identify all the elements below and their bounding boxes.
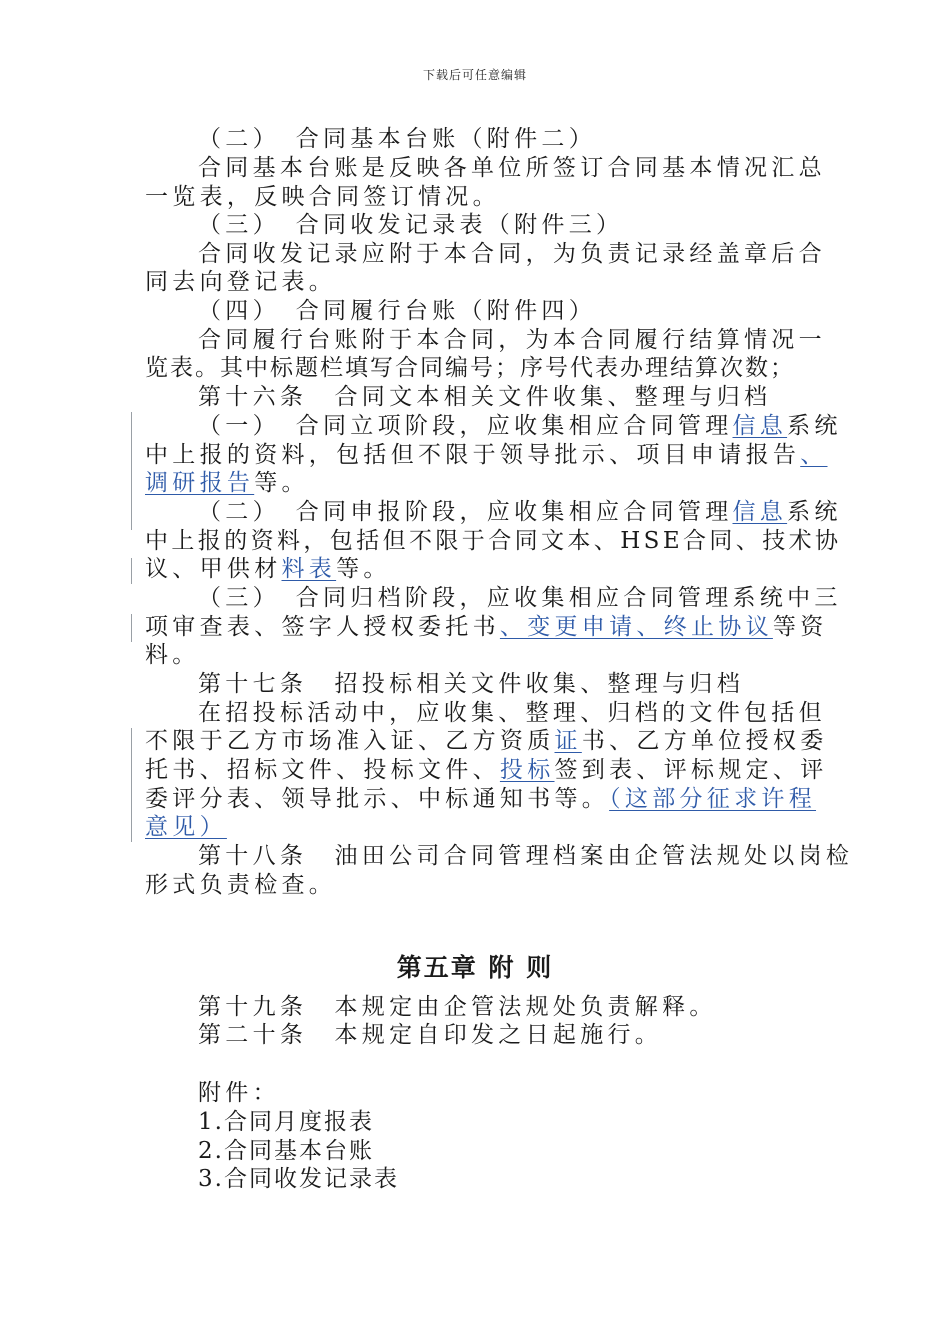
paragraph-line: 料。 [145,642,200,668]
paragraph-line: 览表。其中标题栏填写合同编号；序号代表办理结算次数； [145,355,795,381]
paragraph-line: 形式负责检查。 [145,872,337,898]
paragraph-line: （二） 合同基本台账（附件二） [198,126,596,152]
revision-link[interactable]: 料表 [281,556,337,582]
paragraph-line: （四） 合同履行台账（附件四） [198,298,596,324]
chapter-title: 第五章 附 则 [396,953,554,982]
change-bar [131,500,132,530]
page-header: 下载后可任意编辑 [422,68,527,82]
text-run: 托书、招标文件、投标文件、 [145,757,500,783]
article-heading: 第十六条 合同文本相关文件收集、整理与归档 [198,384,772,410]
text-run: 签到表、评标规定、评 [554,757,828,783]
text-run: 等。 [336,556,391,582]
attachment-item: 2.合同基本台账 [198,1138,374,1164]
text-run: （二） 合同申报阶段，应收集相应合同管理 [198,499,733,525]
change-bar [131,412,132,500]
text-run: 系统 [787,499,842,525]
change-bar [131,558,132,584]
paragraph-line: （三） 合同归档阶段，应收集相应合同管理系统中三 [198,585,842,611]
paragraph-line: 在招投标活动中，应收集、整理、归档的文件包括但 [198,700,826,726]
paragraph-line: 合同履行台账附于本合同，为本合同履行结算情况一 [198,327,826,353]
text-run: 不限于乙方市场准入证、乙方资质 [145,728,555,754]
change-bar [131,614,132,642]
revision-link[interactable]: 、变更申请、终止协议 [499,614,773,640]
article-heading: 第十七条 招投标相关文件收集、整理与归档 [198,671,744,697]
paragraph-line: （三） 合同收发记录表（附件三） [198,212,624,238]
text-run: 等。 [254,470,309,496]
paragraph-line [145,755,828,785]
text-run: 项审查表、签字人授权委托书 [145,614,500,640]
text-run: 书、乙方单位授权委 [581,728,828,754]
attachments-label: 附件： [198,1080,280,1106]
paragraph-line [198,411,842,441]
article-heading: 第十九条 本规定由企管法规处负责解释。 [198,994,717,1020]
paragraph-line [145,554,391,584]
paragraph-line [145,784,816,814]
text-run: 中上报的资料，包括但不限于领导批示、项目申请报告 [145,442,801,468]
text-run: 委评分表、领导批示、中标通知书等。 [145,786,610,812]
attachment-item: 1.合同月度报表 [198,1109,374,1135]
revision-link[interactable]: 投标 [499,757,555,783]
paragraph-line: 同去向登记表。 [145,269,337,295]
paragraph-line: 合同收发记录应附于本合同，为负责记录经盖章后合 [198,241,826,267]
attachment-item: 3.合同收发记录表 [198,1166,399,1192]
paragraph-line [145,612,828,642]
revision-link[interactable]: 信息 [732,499,788,525]
paragraph-line: 合同基本台账是反映各单位所签订合同基本情况汇总 [198,155,826,181]
paragraph-line [145,726,828,756]
text-run: （一） 合同立项阶段，应收集相应合同管理 [198,413,733,439]
text-run: 议、甲供材 [145,556,282,582]
text-run: 系统 [787,413,842,439]
revision-link[interactable]: 意见） [145,814,227,840]
paragraph-line [145,468,309,498]
article-heading: 第二十条 本规定自印发之日起施行。 [198,1022,663,1048]
paragraph-line: 中上报的资料，包括但不限于合同文本、HSE合同、技术协 [145,528,842,554]
revision-link[interactable]: （这部分征求许程 [609,786,817,812]
paragraph-line [145,440,828,470]
paragraph-line [198,497,842,527]
change-bar [131,728,132,842]
revision-link[interactable]: 、 [800,442,828,468]
revision-link[interactable]: 证 [554,728,582,754]
paragraph-line [145,812,227,842]
revision-link[interactable]: 调研报告 [145,470,255,496]
paragraph-line: 一览表，反映合同签订情况。 [145,184,500,210]
article-heading: 第十八条 油田公司合同管理档案由企管法规处以岗检 [198,843,854,869]
text-run: 等资 [772,614,828,640]
revision-link[interactable]: 信息 [732,413,788,439]
